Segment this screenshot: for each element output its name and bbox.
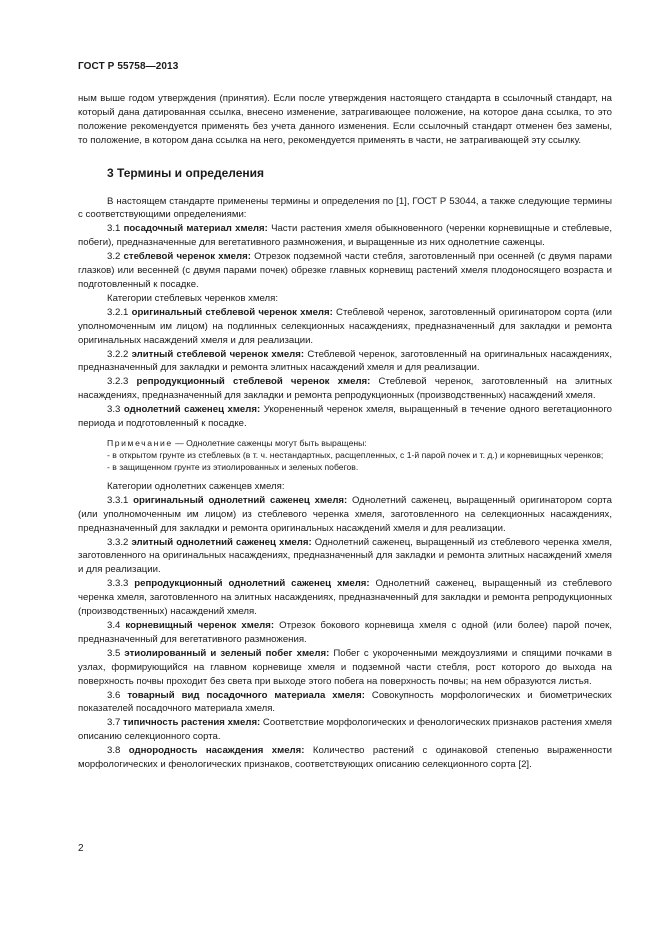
note-paragraph xyxy=(78,437,612,449)
term-name: товарный вид посадочного материала хмеля: xyxy=(127,689,365,701)
definition-3-6 xyxy=(78,689,612,717)
term-definition: Однолетний саженец, выращенный из стеблевого черенка хмеля, заготовленного на оригинальных насаждениях, предназначенный для закладки и ремонта элитных насаждений хмеля и для реализации. xyxy=(78,536,612,576)
section-title: 3 Термины и определения xyxy=(107,165,265,180)
term-name: элитный однолетний саженец хмеля: xyxy=(131,536,312,548)
term-number: 3.2.2 xyxy=(107,348,132,360)
definition-3-2-3 xyxy=(78,375,612,403)
term-definition: Соответствие морфологических и фенологических признаков растения хмеля описанию селекционного сорта. xyxy=(78,717,612,743)
term-number: 3.3 xyxy=(107,404,124,416)
term-number: 3.5 xyxy=(107,647,125,659)
term-number: 3.3.1 xyxy=(107,494,134,506)
note-text: Однолетние саженцы могут быть выращены: xyxy=(186,437,367,448)
term-name: типичность растения хмеля: xyxy=(123,717,261,729)
document-header: ГОСТ Р 55758—2013 xyxy=(78,61,179,72)
definition-3-3-1 xyxy=(78,494,612,536)
term-name: репродукционный однолетний саженец хмеля: xyxy=(134,578,370,590)
definition-3-1 xyxy=(78,222,612,250)
term-name: элитный стеблевой черенок хмеля: xyxy=(131,348,305,360)
definition-3-4 xyxy=(78,619,612,647)
category-heading-cuttings: Категории стеблевых черенков хмеля: xyxy=(107,292,279,304)
definition-3-3-2 xyxy=(78,536,612,578)
note-label: Примечание xyxy=(107,437,173,448)
term-number: 3.6 xyxy=(107,689,128,701)
term-name: однолетний саженец хмеля: xyxy=(123,404,261,416)
term-name: репродукционный стеблевой черенок хмеля: xyxy=(136,376,371,388)
term-number: 3.3.3 xyxy=(107,578,135,590)
term-number: 3.2.1 xyxy=(107,306,132,318)
intro-paragraph: ным выше годом утверждения (принятия). Если после утверждения настоящего стандарта в ссылочный стандарт, на который дана датированная ссылка, внесено изменение, затрагивающее положение, на которое дана ссылка, то это положение рекомендуется применять без учета данного изменения. Если ссылочный стандарт отменен без замены, то положение, в котором дана ссылка на него, рекомендуется применять в части, не затрагивающей эту ссылку. xyxy=(78,93,612,146)
category-heading-seedlings: Категории однолетних саженцев хмеля: xyxy=(107,480,285,492)
term-name: стеблевой черенок хмеля: xyxy=(123,251,251,263)
term-definition: Однолетний саженец, выращенный оригинатором сорта (или уполномоченным им лицом) из стеблевого черенка хмеля, заготовленного на селекционных насаждениях, предназначенный для закладки и ремонта оригинальных насаждений хмеля и для реализации. xyxy=(78,494,612,534)
term-number: 3.2 xyxy=(107,251,124,263)
definition-3-2-2 xyxy=(78,348,612,376)
term-definition: Стеблевой черенок, заготовленный на оригинальных насаждениях, предназначенный для закладки и ремонта элитных насаждений хмеля и для реализации. xyxy=(78,348,612,374)
term-definition: Отрезок подземной части стебля, заготовленный при осенней (с двумя парами глазков) или весенней (с двумя парами почек) обрезке главных корневищ растений хмеля плодоносящего возраста и подготовленный к посадке. xyxy=(78,251,612,290)
term-number: 3.2.3 xyxy=(107,376,137,388)
term-definition: Количество растений с одинаковой степенью выраженности морфологических и фенологических признаков, соответствующих описанию селекционного сорта [2]. xyxy=(78,745,612,771)
definition-3-2-1 xyxy=(78,306,612,348)
note-item: - в защищенном грунте из этиолированных и зеленых побегов. xyxy=(107,461,359,472)
term-name: однородность насаждения хмеля: xyxy=(128,745,305,757)
term-number: 3.7 xyxy=(107,717,124,729)
term-definition: Стеблевой черенок, заготовленный на элитных насаждениях, предназначенный для закладки и ремонта репродукционных (производственных) насаждений хмеля. xyxy=(78,376,612,402)
term-definition: Части растения хмеля обыкновенного (черенки корневищные и стеблевые, побеги), предназначенные для вегетативного размножения, и выращенные из них однолетние саженцы. xyxy=(78,223,612,249)
term-number: 3.3.2 xyxy=(107,536,132,548)
page-content xyxy=(78,92,612,772)
term-name: этиолированный и зеленый побег хмеля: xyxy=(124,647,330,659)
definition-3-3-3 xyxy=(78,577,612,619)
note-dash: — xyxy=(172,437,187,448)
definition-3-7 xyxy=(78,716,612,744)
definition-3-2 xyxy=(78,250,612,292)
term-definition: Однолетний саженец, выращенный из стеблевого черенка хмеля, заготовленного на элитных насаждениях, предназначенный для закладки и ремонта репродукционных (производственных) насаждений хмеля. xyxy=(78,578,612,618)
term-number: 3.4 xyxy=(107,620,126,631)
term-number: 3.1 xyxy=(107,223,124,235)
definition-3-5 xyxy=(78,647,612,689)
definition-3-3 xyxy=(78,403,612,431)
term-definition: Совокупность морфологических и биометрических показателей посадочного материала хмеля. xyxy=(78,689,612,715)
term-definition: Стеблевой черенок, заготовленный оригинатором сорта (или уполномоченным им лицом) на подлинных селекционных насаждениях, предназначенный для закладки и ремонта оригинальных насаждений хмеля и для реализации. xyxy=(78,306,612,346)
definition-3-8 xyxy=(78,744,612,772)
note-item: - в открытом грунте из стеблевых (в т. ч. нестандартных, расщепленных, с 1-й парой почек и т. д.) и корневищных черенков; xyxy=(107,449,604,460)
term-name: посадочный материал хмеля: xyxy=(123,223,268,235)
page-number: 2 xyxy=(78,843,84,854)
term-definition: Побег с укороченными междоузлиями и спящими почками в узлах, формирующийся на главном корневище хмеля и подземной части стебля, рост которого до выхода на поверхность почвы проходит без света при выходе этого побега на поверхность почвы; на нем образуются листья. xyxy=(78,647,612,687)
term-name: оригинальный однолетний саженец хмеля: xyxy=(133,494,348,506)
section-lead: В настоящем стандарте применены термины и определения по [1], ГОСТ Р 53044, а также следующие термины с соответствующими определениями: xyxy=(78,195,612,221)
term-definition: Отрезок бокового корневища хмеля с одной (или более) парой почек, предназначенный для вегетативного размножения. xyxy=(78,620,612,645)
term-name: корневищный черенок хмеля: xyxy=(125,620,275,631)
term-definition: Укорененный черенок хмеля, выращенный в течение одного вегетационного периода и подготовленный к посадке. xyxy=(78,404,612,430)
term-number: 3.8 xyxy=(107,745,129,757)
term-name: оригинальный стеблевой черенок хмеля: xyxy=(131,306,333,318)
